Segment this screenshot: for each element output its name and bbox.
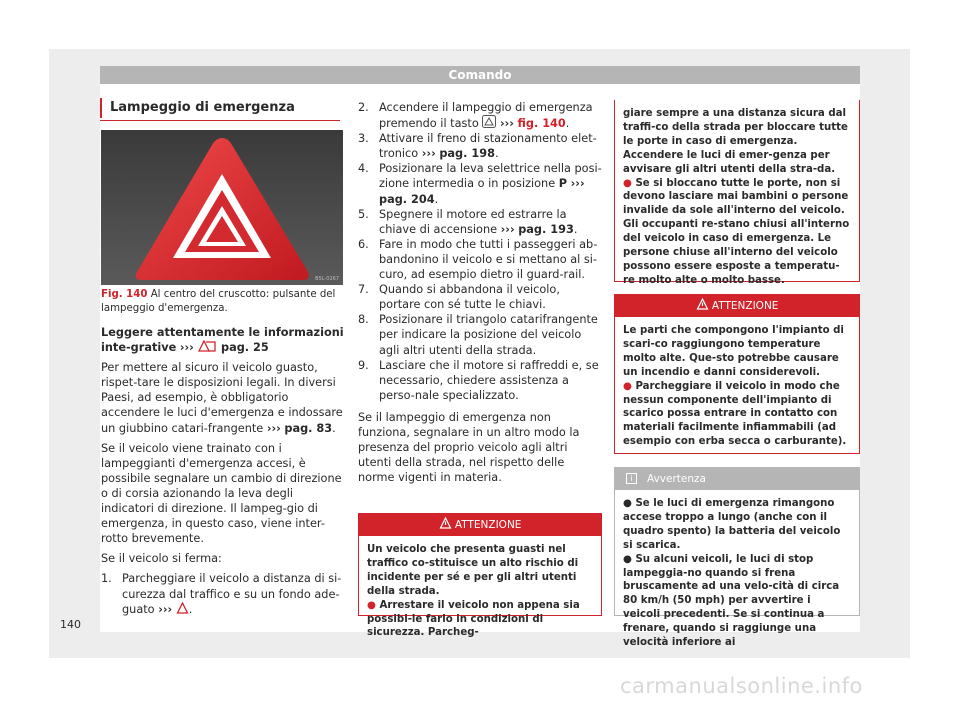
warning-triangle-icon [696,298,709,310]
ref-arrows: ››› [570,177,585,191]
warning-bullet-text: Parcheggiare il veicolo in modo che nessun componente dell'impianto di scarico possa entrare in contatto con materiali facilmente infiammabili (ad esempio con erba secca o carburante). [623,380,847,448]
page-number: 140 [60,618,81,631]
ref-arrows: ››› [158,602,173,616]
step-text: Posizionare la leva selettrice nella posi-zione intermedia o in posizione [379,162,602,191]
punctuation: . [332,421,336,435]
hazard-button-illustration [101,130,343,285]
page-ref-link[interactable]: pag. 193 [518,222,574,236]
note-bullet [623,497,851,553]
page-ref-link[interactable]: pag. 204 [379,192,435,206]
warning-bullet [623,380,851,450]
note-box [614,467,860,649]
list-item [358,131,603,161]
hazard-button-figure [101,130,343,285]
section-title-rule [100,120,340,121]
step-text: Quando si abbandona il veicolo, portare con sé tutte le chiavi. [379,283,560,312]
list-item [358,207,603,237]
list-item [358,161,603,206]
middle-column [358,100,603,490]
note-title: Avvertenza [647,473,706,485]
fig-ref-link[interactable]: fig. 140 [517,117,566,131]
steps-list [358,100,603,403]
paragraph-2: Se il veicolo viene trainato con i lampeggianti d'emergenza accesi, è possibile segnalare un cambio di direzione o di corsia azionando la leva degli indicatori di direzione. Il lampeg-gio di emergenza, in questo caso, viene inter-rotto brevemente. [101,441,342,546]
step-text: Lasciare che il motore si raffreddi e, se necessario, chiedere assistenza a perso-nale specializzato. [379,358,599,402]
warning-body [615,100,859,295]
note-bullet-text: Se le luci di emergenza rimangono accese troppo a lungo (anche con il quadro spento) la batteria del veicolo si scarica. [623,498,841,551]
punctuation: . [434,192,439,206]
gear-position: P [558,177,568,191]
figure-label: Fig. 140 [101,289,148,300]
hazard-key-icon [482,115,496,128]
info-icon: i [626,473,637,484]
note-body [615,490,859,657]
figure-code: B5L-0267 [315,276,339,282]
p1-ref-link[interactable]: pag. 83 [284,421,333,435]
bullet-icon: ● [623,380,632,392]
step-text: Accendere il lampeggio di emergenza premendo il tasto [379,101,593,131]
page-ref-link[interactable]: pag. 198 [439,147,495,161]
ref-arrows: ››› [266,421,281,435]
chapter-header: Comando [100,66,860,84]
left-column [101,325,345,617]
bullet-icon: ● [623,498,632,509]
warning-body [615,317,859,456]
step-text: Posizionare il triangolo catarifrangente per indicare la posizione del veicolo agli altri utenti della strada. [379,313,598,357]
bullet-icon: ● [367,599,376,611]
list-item [358,312,603,357]
step-number: 6. [358,237,369,251]
step-number: 9. [358,358,369,372]
warning-body [359,536,601,647]
ref-arrows: ››› [421,147,436,161]
watermark: carmanualsonline.info [620,674,863,698]
intro-ref-link[interactable]: pag. 25 [221,341,269,355]
section-title: Lampeggio di emergenza [110,100,295,115]
figure-caption-text: Al centro del cruscotto: pulsante del lampeggio d'emergenza. [101,289,336,314]
steps-list-start [101,571,345,616]
warning-text: Le parti che compongono l'impianto di scari-co raggiungono temperature molto alte. Que-sto potrebbe causare un incendio e danni considerevoli. [623,325,844,378]
warning-triangle-icon [176,602,189,614]
warning-box-traffic [358,513,602,639]
warning-bullet-text: Se si bloccano tutte le porte, non si devono lasciare mai bambini o persone invalide da sole all'interno del veicolo. Gli occupanti re-stano chiusi all'interno del veicolo in caso di emergenza. Le persone chiuse all'interno del veicolo possono essere esposte a temperatu-re molto alte o molto basse. [623,177,850,286]
ref-arrows: ››› [499,117,514,131]
ref-arrows: ››› [500,222,515,236]
paragraph-after-steps: Se il lampeggio di emergenza non funziona, segnalare in un altro modo la presenza del proprio veicolo agli altri utenti della strada, nel rispetto delle norme vigenti in materia. [358,410,580,485]
bullet-icon: ● [623,177,632,189]
warning-text: Un veicolo che presenta guasti nel traffico co-stituisce un alto rischio di incidente per sé e per gli altri utenti della strada. [367,544,579,597]
punctuation: . [573,222,578,236]
step-number: 7. [358,283,369,297]
step-number: 3. [358,132,369,146]
list-item: 1. Parcheggiare il veicolo a distanza di si-curezza dal traffico e su un fondo ade-guato ››› . [101,572,342,616]
warning-header [359,514,601,536]
list-item [358,282,603,312]
book-warning-icon [197,341,221,354]
intro-text: Leggere attentamente le informazioni inte-grative [101,326,344,355]
note-bullet [623,553,851,650]
note-header [615,468,859,490]
step-text: Attivare il freno di stazionamento elet-tronico [379,132,597,161]
warning-title: ATTENZIONE [711,300,779,312]
section-title-marker [100,98,102,118]
paragraph-1: Per mettere al sicuro il veicolo guasto, rispet-tare le disposizioni legali. In diversi Paesi, ad esempio, è obbligatorio accendere le luci d'emergenza e indossare un giubbino catari-frangente [101,361,343,435]
step-text: Spegnere il motore ed estrarre la chiave di accensione [379,207,567,236]
warning-triangle-icon [439,517,452,529]
warning-box-traffic-continued [614,100,860,286]
warning-bullet [367,599,593,641]
list-item [358,358,603,403]
paragraph-3: Se il veicolo si ferma: [101,552,222,566]
figure-caption [101,288,343,315]
warning-header [615,295,859,317]
bullet-icon: ● [623,553,632,565]
warning-text: giare sempre a una distanza sicura dal traffi-co della strada per bloccare tutte le porte in caso di emergenza. Accendere le luci di emer-genza per avvisare gli altri utenti della stra-da. [623,108,848,175]
punctuation: . [565,117,570,131]
step-number: 4. [358,162,369,176]
warning-bullet [623,177,851,288]
step-text: Parcheggiare il veicolo a distanza di si-curezza dal traffico e su un fondo ade-guato [122,572,342,616]
ref-arrows: ››› [179,341,194,355]
step-number: 8. [358,313,369,327]
list-item [358,237,603,282]
warning-box-exhaust [614,294,860,454]
step-number: 5. [358,207,369,221]
step-number: 2. [358,101,369,114]
list-item [358,100,603,131]
warning-bullet-text: Arrestare il veicolo non appena sia possibi-le farlo in condizioni di sicurezza. Parcheg- [367,599,580,639]
warning-title: ATTENZIONE [454,519,522,531]
note-bullet-text: Su alcuni veicoli, le luci di stop lampeggia-no quando si frena bruscamente ad una velo-cità di circa 80 km/h (50 mph) per avvertire i veicoli precedenti. Se si continua a frenare, quando si raggiunge una velocità inferiore ai [623,553,840,649]
step-text: Fare in modo che tutti i passeggeri ab-bandonino il veicolo e si mettano al si-curo, ad esempio dietro il guard-rail. [379,237,598,282]
punctuation: . [494,147,499,161]
step-number: 1. [101,572,112,586]
